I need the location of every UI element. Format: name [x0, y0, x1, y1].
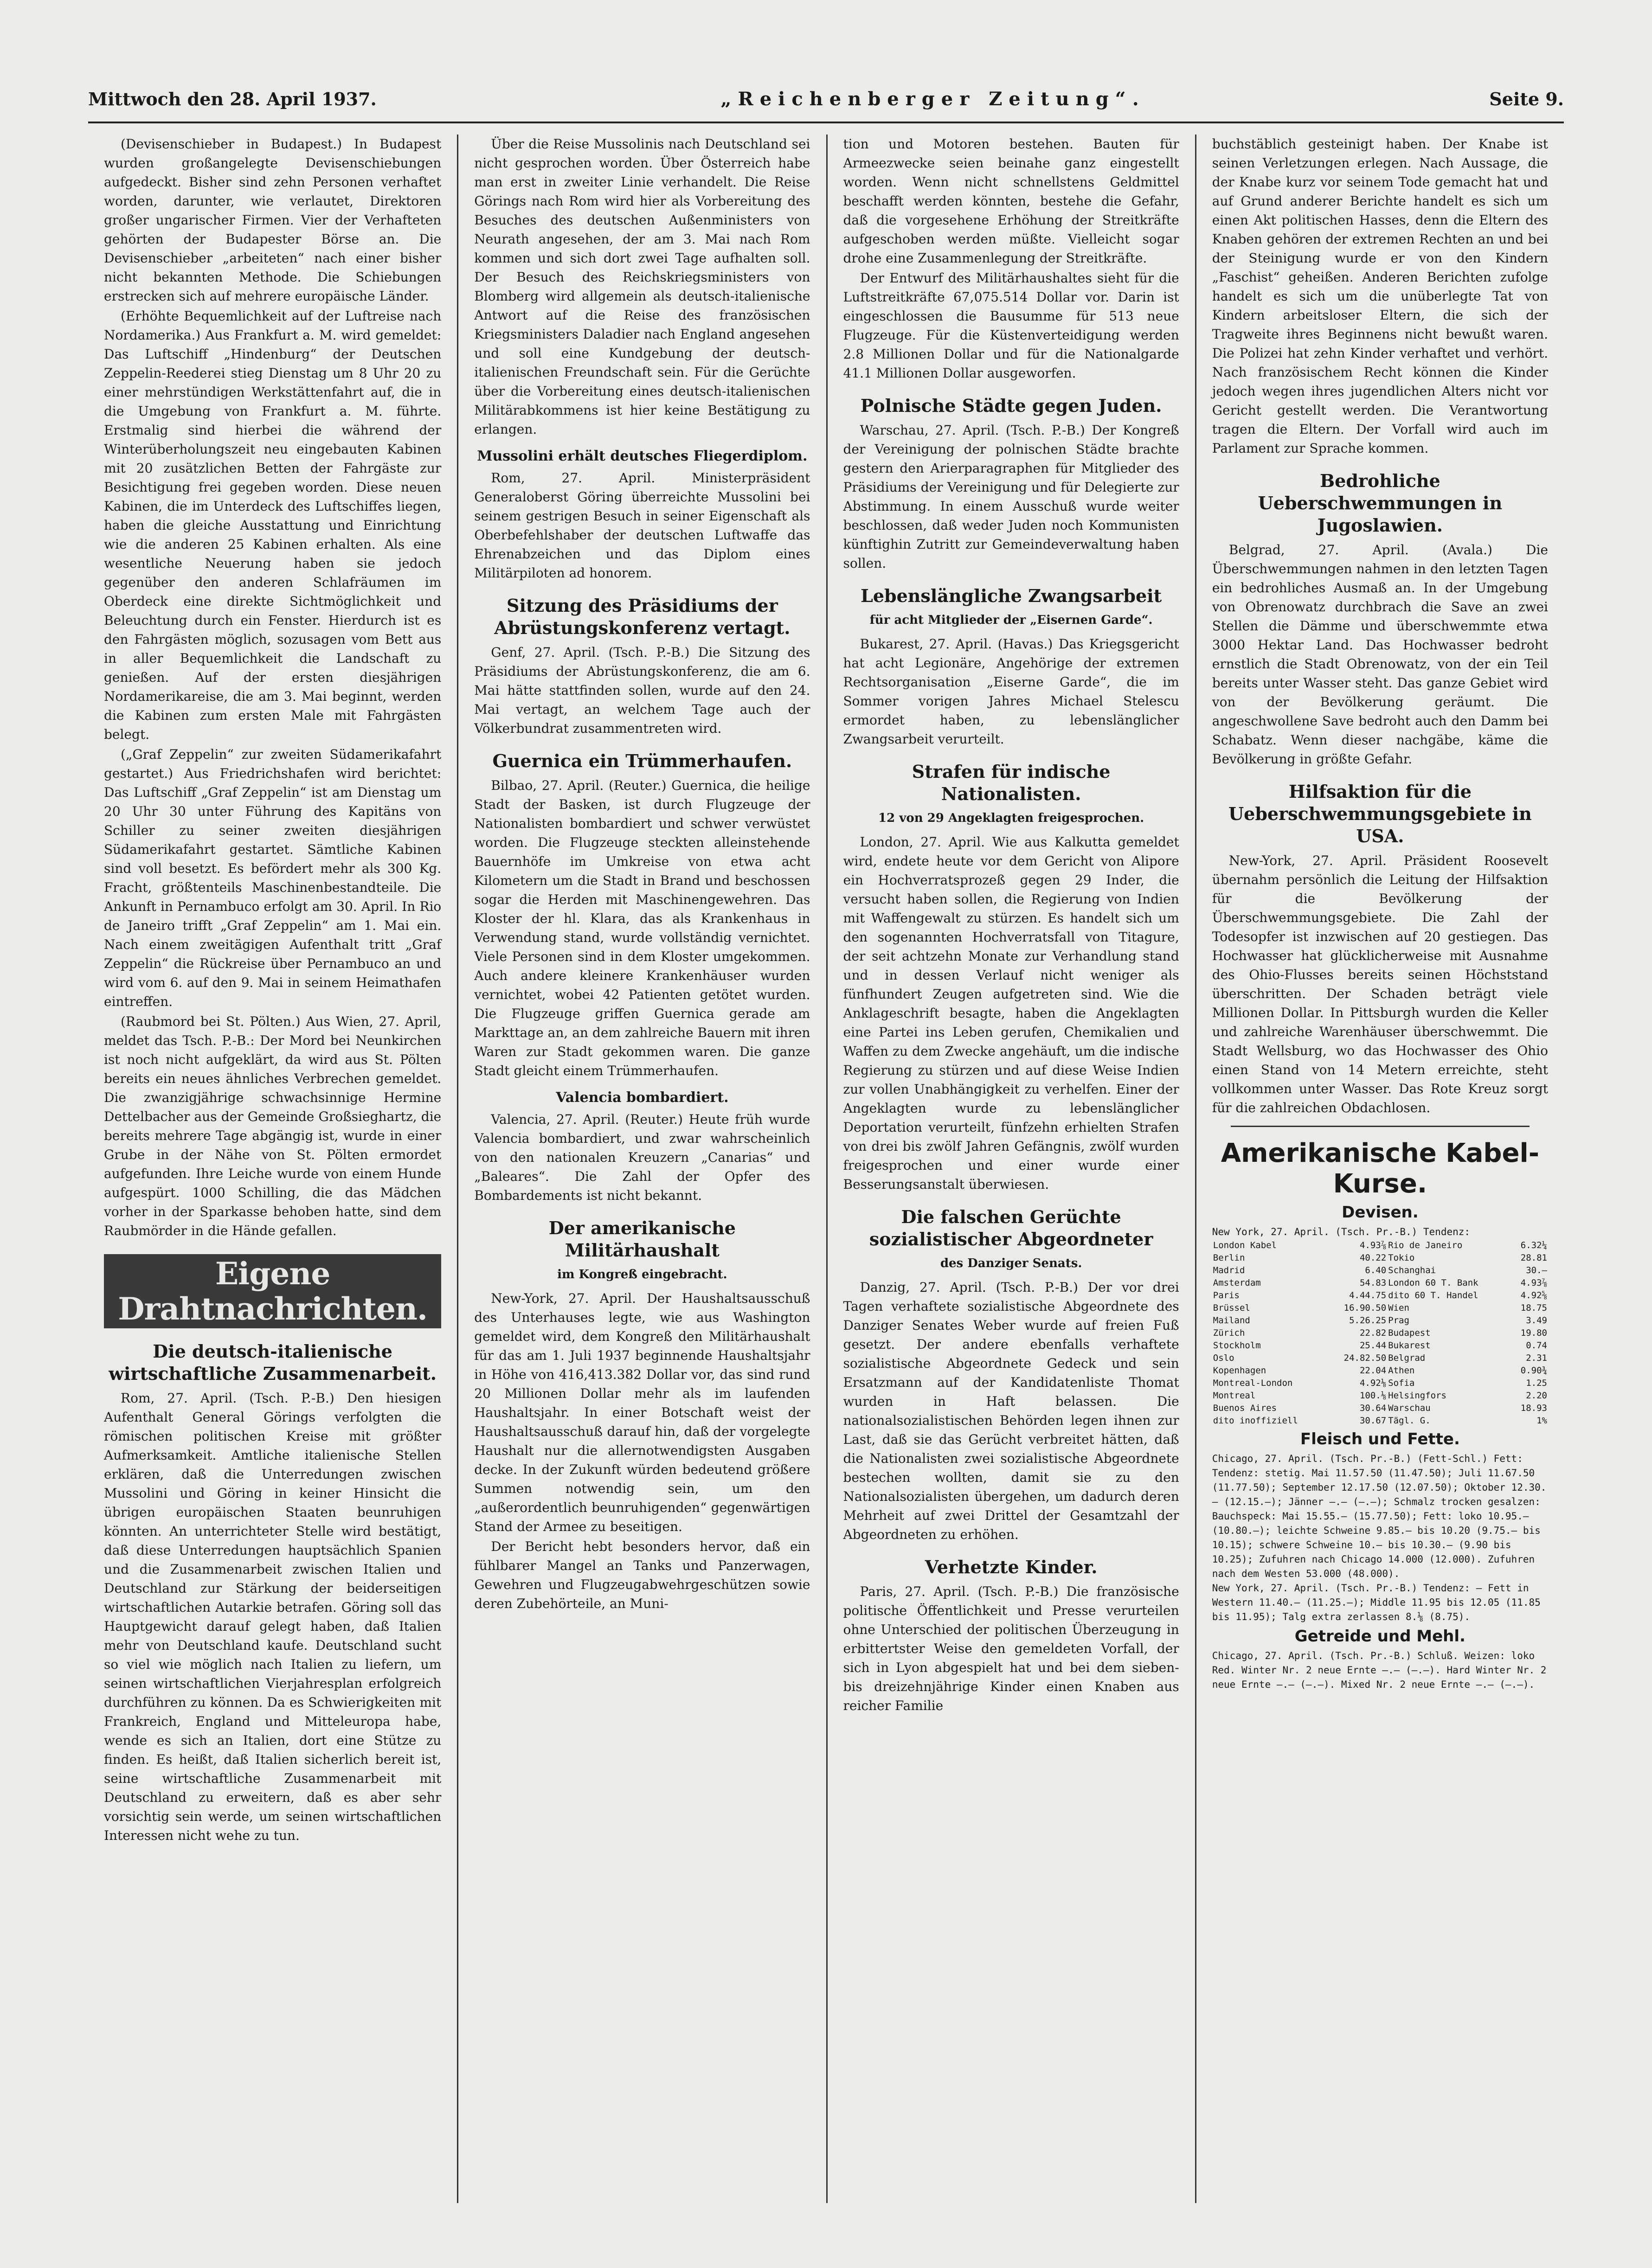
devisen-row	[1212, 1252, 1548, 1264]
headline-verhetzte-kinder: Verhetzte Kinder.	[925, 1557, 1098, 1577]
devisen-row	[1212, 1415, 1548, 1427]
devisen-rate: 4.92⅛	[1359, 1378, 1387, 1388]
devisen-currency: Schanghai	[1388, 1265, 1436, 1275]
devisen-currency: Berlin	[1213, 1253, 1245, 1263]
article-reise-mussolini: Über die Reise Mussolinis nach Deutschland sei nicht gesprochen worden. Über Österreich habe man erst in zweiter Linie verhandelt. Die Reise Görings nach Rom wird hier als Vorbereitung des Besuches des deutschen Außenministers von Neurath angesehen, der am 3. Mai nach Rom kommen und sich dort zwei Tage aufhalten soll. Der Besuch des Reichskriegsministers von Blomberg wird allgemein als deutsch-italienische Antwort auf die Reise des französischen Kriegsministers Daladier nach England angesehen und soll eine Kundgebung der deutsch-italienischen Freundschaft sein. Für die Gerüchte über die Vorbereitung eines deutsch-italienischen Militärabkommens ist hier keine Bestätigung zu erlangen.	[474, 136, 810, 437]
devisen-intro: New York, 27. April. (Tsch. Pr.-B.) Tendenz:	[1212, 1226, 1471, 1237]
article-abruestungskonferenz: Genf, 27. April. (Tsch. P.-B.) Die Sitzung des Präsidiums der Abrüstungskonferenz, die am 6. Mai hätte stattfinden sollen, wurde auf den 24. Mai vertagt, an welchem Tage auch der Völkerbundrat zusammentreten wird.	[474, 645, 810, 736]
devisen-currency: Brüssel	[1213, 1303, 1250, 1313]
headline-indische-nationalisten: Strafen für indische Nationalisten.	[912, 761, 1111, 804]
devisen-currency: Stockholm	[1213, 1340, 1261, 1351]
devisen-currency: Oslo	[1213, 1353, 1234, 1363]
devisen-currency: Amsterdam	[1213, 1278, 1261, 1288]
fleisch-title: Fleisch und Fette.	[1300, 1430, 1460, 1448]
devisen-currency: Montreal	[1213, 1390, 1256, 1401]
devisen-row	[1212, 1289, 1548, 1302]
devisen-rate: 3.49	[1526, 1315, 1547, 1326]
article-verhetzte-kinder-cont: buchstäblich gesteinigt haben. Der Knabe ist seinen Verletzungen erlegen. Nach Aussage, die der Knabe kurz vor seinem Tode gemacht hat und auf Grund anderer Berichte handelt es sich um einen Akt politischen Hasses, denn die Eltern des Knaben gehören der extremen Rechten an und bei der Steinigung wurde er von den Kindern „Faschist“ geheißen. Anderen Berichten zufolge handelt es sich um die unüberlegte Tat von Kindern arbeitsloser Eltern, die sich der Tragweite ihres Beginnens nicht bewußt waren. Die Polizei hat zehn Kinder verhaftet und verhört. Nach französischem Recht können die Kinder jedoch wegen ihres jugendlichen Alters nicht vor Gericht gestellt werden. Die Verantwortung tragen die Eltern. Der Vorfall wird auch im Parlament zur Sprache kommen.	[1212, 136, 1548, 456]
devisen-currency: Mailand	[1213, 1315, 1250, 1326]
devisen-currency: Montreal-London	[1213, 1378, 1293, 1388]
headline-fliegerdiplom: Mussolini erhält deutsches Fliegerdiplom.	[477, 448, 808, 464]
devisen-currency: dito 60 T. Handel	[1388, 1290, 1478, 1301]
devisen-rate: 18.93	[1520, 1403, 1547, 1413]
devisen-row	[1212, 1365, 1548, 1377]
article-raubmord: (Raubmord bei St. Pölten.) Aus Wien, 27. April, meldet das Tsch. P.-B.: Der Mord bei Neunkirchen ist noch nicht aufgeklärt, da wird aus St. Pölten bereits ein neues ähnliches Verbrechen gemeldet. Die zwanzigjährige schwachsinnige Hermine Dettelbacher aus der Gemeinde Großsieghartz, die bereits mehrere Tage abgängig ist, wurde in einer Grube in der Nähe von St. Pölten ermordet aufgefunden. Ihre Leiche wurde von einem Hunde aufgespürt. 1000 Schilling, die das Mädchen vorher in der Sparkasse behoben hatte, sind dem Raubmörder in die Hände gefallen.	[104, 1014, 442, 1238]
article-militaerhaushalt-cont: Der Bericht hebt besonders hervor, daß ein fühlbarer Mangel an Tanks und Panzerwagen, Gewehren und Flugzeugabwehrgeschützen sowie deren Zubehörteile, an Muni-	[474, 1539, 810, 1611]
devisen-currency: Zürich	[1213, 1328, 1245, 1338]
devisen-currency: London 60 T. Bank	[1388, 1278, 1478, 1288]
devisen-rate: 1.25	[1526, 1378, 1547, 1388]
devisen-currency: Kopenhagen	[1213, 1365, 1266, 1376]
devisen-rate: 5.26.25	[1349, 1315, 1387, 1326]
article-columns	[88, 135, 1564, 2203]
devisen-currency: Budapest	[1388, 1328, 1431, 1338]
column-3	[826, 135, 1195, 2203]
headline-valencia: Valencia bombardiert.	[556, 1089, 729, 1106]
devisen-rate: 19.80	[1520, 1328, 1547, 1338]
devisen-rate: 1%	[1536, 1416, 1547, 1426]
article-danzig: Danzig, 27. April. (Tsch. P.-B.) Der vor drei Tagen verhaftete sozialistische Abgeordnete des Danziger Senates Weber wurde auf freien Fuß gesetzt. Der andere ebenfalls verhaftete sozialistische Abgeordnete Gedeck und sein Ersatzmann auf der Kandidatenliste Thomat wurden in Haft belassen. Die nationalsozialistischen Behörden legen ihnen zur Last, daß sie das Gerücht verbreitet hätten, daß die Nationalisten zwei sozialistische Abgeordnete bestechen wollten, damit sie zu den Nationalsozialisten übergehen, um dadurch deren Mehrheit auf zwei Drittel der Gesamtzahl der Abgeordneten zu erhöhen.	[843, 1280, 1179, 1542]
devisen-rate: 4.44.75	[1349, 1290, 1387, 1301]
article-fliegerdiplom: Rom, 27. April. Ministerpräsident Generaloberst Göring überreichte Mussolini bei seinem gestrigen Besuch in seiner Eigenschaft als Oberbefehlshaber der deutschen Luftwaffe das Ehrenabzeichen und das Diplom eines Militärpiloten ad honorem.	[474, 470, 810, 581]
devisen-rate: 30.—	[1526, 1265, 1547, 1275]
newspaper-title: „Reichenberger Zeitung“.	[720, 88, 1145, 110]
headline-zwangsarbeit: Lebenslängliche Zwangsarbeit	[861, 585, 1162, 606]
devisen-currency: Athen	[1388, 1365, 1415, 1376]
article-devisenschieber: (Devisenschieber in Budapest.) In Budapest wurden großangelegte Devisenschiebungen aufgedeckt. Bisher sind zehn Personen verhaftet worden, darunter, wie verlautet, Direktoren großer ungarischer Firmen. Vier der Verhafteten gehörten der Budapester Börse an. Die Devisenschieber „arbeiteten“ nach einer bisher nicht bekannten Methode. Die Schiebungen erstrecken sich auf mehrere europäische Länder.	[104, 136, 442, 304]
article-deutsch-italienisch: Rom, 27. April. (Tsch. P.-B.) Den hiesigen Aufenthalt General Görings verfolgten die römischen politischen Kreise mit größter Aufmerksamkeit. Amtliche italienische Stellen erklären, daß die Unterredungen zwischen Mussolini und Göring in keiner Hinsicht die übrigen europäischen Staaten beunruhigen könnten. An unterrichteter Stelle wird bestätigt, daß diese Unterredungen hauptsächlich Spanien und die Zusammenarbeit zwischen Italien und Deutschland zur Stärkung der beiderseitigen wirtschaftlichen Autarkie betrafen. Göring soll das Hauptgewicht darauf gelegt haben, daß Italien mehr von Deutschland kaufe. Deutschland sucht so viel wie möglich nach Italien zu liefern, um seinen wirtschaftlichen Vierjahresplan erfolgreich durchführen zu können. Da es Schwierigkeiten mit Frankreich, England und Mitteleuropa habe, wende es sich an Italien, dort eine Stütze zu finden. Es heißt, daß Italien sicherlich bereit ist, seine wirtschaftliche Zusammenarbeit mit Deutschland zu erweitern, daß es aber sehr vorsichtig sein werde, um seinen wirtschaftlichen Interessen nicht wehe zu tun.	[104, 1390, 442, 1843]
article-guernica: Bilbao, 27. April. (Reuter.) Guernica, die heilige Stadt der Basken, ist durch Flugzeuge der Nationalisten bombardiert und schwer verwüstet worden. Die Flugzeuge steckten alleinstehende Bauernhöfe im Umkreise von etwa acht Kilometern um die Stadt in Brand und beschossen sogar die Herden mit Maschinengewehren. Das Kloster der hl. Klara, das als Krankenhaus in Verwendung stand, wurde vollständig vernichtet. Viele Personen sind in dem Kloster umgekommen. Auch andere kleinere Krankenhäuser wurden vernichtet, wobei 42 Patienten getötet wurden. Die Flugzeuge griffen Guernica gerade am Markttage an, an dem zahlreiche Bauern mit ihren Waren zur Stadt gekommen waren. Die ganze Stadt gleicht einem Trümmerhaufen.	[474, 778, 810, 1078]
article-militaerhaushalt: New-York, 27. April. Der Haushaltsausschuß des Unterhauses legte, wie aus Washington gemeldet wird, dem Kongreß den Militärhaushalt für das am 1. Juli 1937 beginnende Haushaltsjahr in Höhe von 416,413.382 Dollar vor, das sind rund 20 Millionen Dollar mehr als im laufenden Haushaltsjahr. In einer Botschaft weist der Haushaltsausschuß darauf hin, daß der vorgelegte Haushalt nur die allernotwendigsten Ausgaben decke. In der Zukunft würden bedeutend größere Summen notwendig sein, um den „außerordentlich beunruhigenden“ gegenwärtigen Stand der Armee zu beseitigen.	[474, 1291, 810, 1534]
headline-abruestungskonferenz: Sitzung des Präsidiums der Abrüstungskonferenz vertagt.	[494, 595, 791, 638]
headline-militaerhaushalt: Der amerikanische Militärhaushalt	[548, 1217, 736, 1261]
devisen-rate: 30.64	[1359, 1403, 1387, 1413]
devisen-currency: Paris	[1213, 1290, 1240, 1301]
devisen-currency: Prag	[1388, 1315, 1409, 1326]
column-1	[88, 135, 457, 2203]
devisen-rate: 0.90¾	[1520, 1365, 1547, 1376]
devisen-row	[1212, 1377, 1548, 1390]
headline-danzig: Die falschen Gerüchte sozialistischer Abgeordneter	[869, 1206, 1153, 1249]
devisen-rate: 18.75	[1520, 1303, 1547, 1313]
devisen-rate: 4.92⅝	[1520, 1290, 1547, 1301]
subheadline-zwangsarbeit: für acht Mitglieder der „Eisernen Garde“.	[869, 613, 1153, 627]
devisen-row	[1212, 1264, 1548, 1277]
devisen-rate: 6.40	[1365, 1265, 1387, 1275]
devisen-row	[1212, 1302, 1548, 1314]
devisen-rate: 54.83	[1359, 1278, 1387, 1288]
devisen-rate: 4.93⅞	[1520, 1278, 1547, 1288]
devisen-rate: 40.22	[1359, 1253, 1387, 1263]
devisen-rate: 24.82.50	[1343, 1353, 1387, 1363]
article-jugoslawien: Belgrad, 27. April. (Avala.) Die Überschwemmungen nahmen in den letzten Tagen ein bedrohliches Ausmaß an. In der Umgebung von Obrenowatz durchbrach die Save an zwei Stellen die Dämme und überschwemmte etwa 3000 Hektar Land. Das Hochwasser bedroht ernstlich die Stadt Obrenowatz, von der ein Teil bereits unter Wasser steht. Das ganze Gebiet wird von der Bevölkerung geräumt. Die angeschwollene Save bedroht auch den Damm bei Schabatz. Wenn dieser nachgäbe, käme die Bevölkerung in größte Gefahr.	[1212, 542, 1548, 767]
column-4	[1195, 135, 1564, 2203]
market-divider	[1231, 1126, 1530, 1127]
devisen-title: Devisen.	[1342, 1203, 1419, 1222]
headline-deutsch-italienisch: Die deutsch-italienische wirtschaftliche Zusammenarbeit.	[109, 1341, 437, 1384]
article-polnische-staedte: Warschau, 27. April. (Tsch. P.-B.) Der Kongreß der Vereinigung der polnischen Städte brachte gestern den Arierparagraphen für Mitglieder des Präsidiums der Vereinigung und für Delegierte zur Abstimmung. In einem Ausschuß wurde weiter beschlossen, daß weder Juden noch Kommunisten künftighin Zutritt zur Gemeindeverwaltung haben sollen.	[843, 423, 1179, 571]
devisen-rate: 28.81	[1520, 1253, 1547, 1263]
article-luftreise: (Erhöhte Bequemlichkeit auf der Luftreise nach Nordamerika.) Aus Frankfurt a. M. wird gemeldet: Das Luftschiff „Hindenburg“ der Deutschen Zeppelin-Reederei stieg Dienstag um 8 Uhr 20 zu einer mehrstündigen Werkstättenfahrt auf, die in die Umgebung von Frankfurt a. M. führte. Erstmalig sind hierbei die während der Winterüberholungszeit neu eingebauten Kabinen mit 20 zusätzlichen Betten der Fahrgäste zur Besichtigung frei gegeben worden. Diese neuen Kabinen, die im Unterdeck des Luftschiffes liegen, haben die gleiche Ausstattung und Einrichtung wie die anderen 25 Kabinen erhalten. Als eine wesentliche Neuerung haben sie jedoch gegenüber den anderen Schlafräumen im Oberdeck eine direkte Sichtmöglichkeit und Beleuchtung durch ein Fenster. Hierdurch ist es den Fahrgästen möglich, sozusagen vom Bett aus in aller Bequemlichkeit die Landschaft zu genießen. Auf der ersten diesjährigen Nordamerikareise, die am 3. Mai beginnt, werden die Kabinen zum ersten Male mit Fahrgästen belegt.	[104, 308, 442, 742]
fleisch-text-newyork: New York, 27. April. (Tsch. Pr.-B.) Tendenz: — Fett in Western 11.40.— (11.25.—); Middle 11.95 bis 12.05 (11.85 bis 11.95); Talg extra zerlassen 8.⅛ (8.75).	[1212, 1582, 1541, 1622]
devisen-row	[1212, 1239, 1548, 1252]
getreide-title: Getreide und Mehl.	[1294, 1627, 1466, 1646]
section-heading-drahtnachrichten: Eigene Drahtnachrichten.	[104, 1254, 441, 1328]
devisen-currency: dito inoffiziell	[1213, 1416, 1298, 1426]
headline-polnische-staedte: Polnische Städte gegen Juden.	[860, 395, 1162, 416]
article-militaerhaushalt-end: tion und Motoren bestehen. Bauten für Armeezwecke seien beinahe ganz eingestellt worden. Wenn nicht schnellstens Geldmittel beschafft werden könnten, bestehe die Gefahr, daß die vorgesehene Erhöhung der Streitkräfte aufgeschoben werden müßte. Vielleicht sogar drohe eine Zusammenlegung der Streitkräfte.	[843, 136, 1179, 266]
devisen-rate: 6.32¼	[1520, 1240, 1547, 1250]
devisen-row	[1212, 1277, 1548, 1289]
devisen-currency: Rio de Janeiro	[1388, 1240, 1463, 1250]
article-hilfsaktion-usa: New-York, 27. April. Präsident Roosevelt übernahm persönlich die Leitung der Hilfsaktion für die Bevölkerung der Überschwemmungsgebiete. Die Zahl der Todesopfer ist inzwischen auf 20 gestiegen. Das Hochwasser hat glücklicherweise mit Ausnahme des Ohio-Flusses bereits seinen Höchststand überschritten. Der Schaden beträgt viele Millionen Dollar. In Pittsburgh wurden die Keller und zahlreiche Warenhäuser überschwemmt. Die Stadt Wellsburg, wo das Hochwasser des Ohio einen Stand von 14 Metern erreichte, steht vollkommen unter Wasser. Das Rote Kreuz sorgt für die zahlreichen Obdachlosen.	[1212, 853, 1548, 1115]
headline-hilfsaktion-usa: Hilfsaktion für die Ueberschwemmungsgebiete in USA.	[1228, 781, 1532, 846]
subheadline-danzig: des Danziger Senats.	[940, 1256, 1082, 1270]
article-militaerhaushalt-entwurf: Der Entwurf des Militärhaushaltes sieht für die Luftstreitkräfte 67,075.514 Dollar vor. Darin ist eingeschlossen die Bausumme für 513 neue Flugzeuge. Für die Küstenverteidigung werden 2.8 Millionen Dollar und für die Nationalgarde 41.1 Millionen Dollar ausgeworfen.	[843, 270, 1179, 381]
fleisch-text: Chicago, 27. April. (Tsch. Pr.-B.) (Fett-Schl.) Fett: Tendenz: stetig. Mai 11.57.50 (11.47.50); Juli 11.67.50 (11.77.50); September 12.17.50 (12.07.50); Oktober 12.30.— (12.15.—); Jänner —.— (—.—); Schmalz trocken gesalzen: Bauchspeck: Mai 15.55.— (15.77.50); Fett: loko 10.95.— (10.80.—); leichte Schweine 9.85.— bis 10.20 (9.75.— bis 10.15); schwere Schweine 10.— bis 10.30.— (9.90 bis 10.25); Zufuhren nach Chicago 14.000 (12.000). Zufuhren nach dem Westen 53.000 (48.000).	[1212, 1453, 1547, 1579]
devisen-row	[1212, 1314, 1548, 1327]
article-valencia: Valencia, 27. April. (Reuter.) Heute früh wurde Valencia bombardiert, und zwar wahrscheinlich von den nationalen Kreuzern „Canarias“ und „Baleares“. Die Zahl der Opfer des Bombardements ist nicht bekannt.	[474, 1112, 810, 1203]
article-verhetzte-kinder: Paris, 27. April. (Tsch. P.-B.) Die französische politische Öffentlichkeit und Presse verurteilen ohne Unterschied der politischen Überzeugung in erbittertster Weise den gemeldeten Vorfall, der sich in Lyon abgespielt hat und bei dem sieben- bis dreizehnjährige Kinder einen Knaben aus reicher Familie	[843, 1584, 1179, 1713]
devisen-row	[1212, 1327, 1548, 1339]
devisen-row	[1212, 1352, 1548, 1365]
devisen-currency: Sofia	[1388, 1378, 1415, 1388]
devisen-rate: 2.20	[1526, 1390, 1547, 1401]
devisen-rate: 2.31	[1526, 1353, 1547, 1363]
article-graf-zeppelin: („Graf Zeppelin“ zur zweiten Südamerikafahrt gestartet.) Aus Friedrichshafen wird berichtet: Das Luftschiff „Graf Zeppelin“ ist am Dienstag um 20 Uhr 30 unter Führung des Kapitäns von Schiller zu seiner zweiten diesjährigen Südamerikafahrt gestartet. Sämtliche Kabinen sind voll besetzt. Es befördert mehr als 300 Kg. Fracht, größtenteils Maschinenbestandteile. Die Ankunft in Pernambuco erfolgt am 30. April. In Rio de Janeiro trifft „Graf Zeppelin“ am 1. Mai ein. Nach einem zweitägigen Aufenthalt tritt „Graf Zeppelin“ die Rückreise über Pernambuco an und wird vom 6. auf den 9. Mai in seinem Heimathafen eintreffen.	[104, 747, 442, 1009]
devisen-currency: Buenos Aires	[1213, 1403, 1277, 1413]
devisen-row	[1212, 1339, 1548, 1352]
issue-date: Mittwoch den 28. April 1937.	[88, 89, 377, 109]
devisen-rate: 0.74	[1526, 1340, 1547, 1351]
devisen-currency: Bukarest	[1388, 1340, 1431, 1351]
devisen-currency: Warschau	[1388, 1403, 1431, 1413]
devisen-currency: Helsingfors	[1388, 1390, 1446, 1401]
devisen-rate: 16.90.50	[1343, 1303, 1387, 1313]
masthead	[88, 88, 1564, 121]
devisen-table	[1212, 1239, 1548, 1427]
devisen-currency: London Kabel	[1213, 1240, 1277, 1250]
devisen-currency: Wien	[1388, 1303, 1409, 1313]
devisen-rate: 22.04	[1359, 1365, 1387, 1376]
devisen-row	[1212, 1402, 1548, 1415]
getreide-text: Chicago, 27. April. (Tsch. Pr.-B.) Schluß. Weizen: loko Red. Winter Nr. 2 neue Ernte —.— (—.—). Hard Winter Nr. 2 neue Ernte —.— (—.—). Mixed Nr. 2 neue Ernte —.— (—.—).	[1212, 1650, 1547, 1690]
column-2	[457, 135, 826, 2203]
devisen-currency: Belgrad	[1388, 1353, 1426, 1363]
devisen-currency: Madrid	[1213, 1265, 1245, 1275]
devisen-rate: 30.67	[1359, 1416, 1387, 1426]
headline-jugoslawien: Bedrohliche Ueberschwemmungen in Jugoslawien.	[1258, 470, 1503, 536]
devisen-rate: 100.⅛	[1359, 1390, 1387, 1401]
page-number: Seite 9.	[1489, 89, 1564, 109]
devisen-rate: 4.93⅞	[1359, 1240, 1387, 1250]
headline-guernica: Guernica ein Trümmerhaufen.	[492, 750, 792, 771]
devisen-currency: Tokio	[1388, 1253, 1415, 1263]
article-indische-nationalisten: London, 27. April. Wie aus Kalkutta gemeldet wird, endete heute vor dem Gericht von Alipore ein Hochverratsprozeß gegen 29 Inder, die versucht haben sollen, die Regierung von Indien mit Waffengewalt zu stürzen. Es handelt sich um den sogenannten Hochverratsfall von Titagure, der seit achtzehn Monate zur Verhandlung stand und in dessen Verlauf nicht weniger als fünfhundert Zeugen aufgetreten sind. Wie die Anklageschrift besagte, haben die Angeklagten eine Partei ins Leben gerufen, Chemikalien und Waffen zu dem Zwecke angehäuft, um die indische Regierung zu stürzen und auf diese Weise Indien zur vollen Unabhängigkeit zu verhelfen. Einer der Angeklagten wurde zu lebenslänglicher Deportation verurteilt, fünfzehn erhielten Strafen von drei bis zwölf Jahren Gefängnis, zwölf wurden freigesprochen und einer wurde einer Besserungsanstalt überwiesen.	[843, 834, 1179, 1192]
subheadline-militaerhaushalt: im Kongreß eingebracht.	[557, 1268, 727, 1281]
devisen-rate: 25.44	[1359, 1340, 1387, 1351]
subheadline-indische-nationalisten: 12 von 29 Angeklagten freigesprochen.	[878, 811, 1144, 825]
market-section-title: Amerikanische Kabel-Kurse.	[1221, 1138, 1539, 1199]
article-zwangsarbeit: Bukarest, 27. April. (Havas.) Das Kriegsgericht hat acht Legionäre, Angehörige der extremen Rechtsorganisation „Eiserne Garde“, die im Sommer vorigen Jahres Michael Stelescu ermordet haben, zu lebenslänglicher Zwangsarbeit verurteilt.	[843, 636, 1179, 747]
devisen-currency: Tägl. G.	[1388, 1416, 1431, 1426]
devisen-row	[1212, 1390, 1548, 1402]
masthead-rule	[88, 122, 1564, 123]
devisen-rate: 22.82	[1359, 1328, 1387, 1338]
